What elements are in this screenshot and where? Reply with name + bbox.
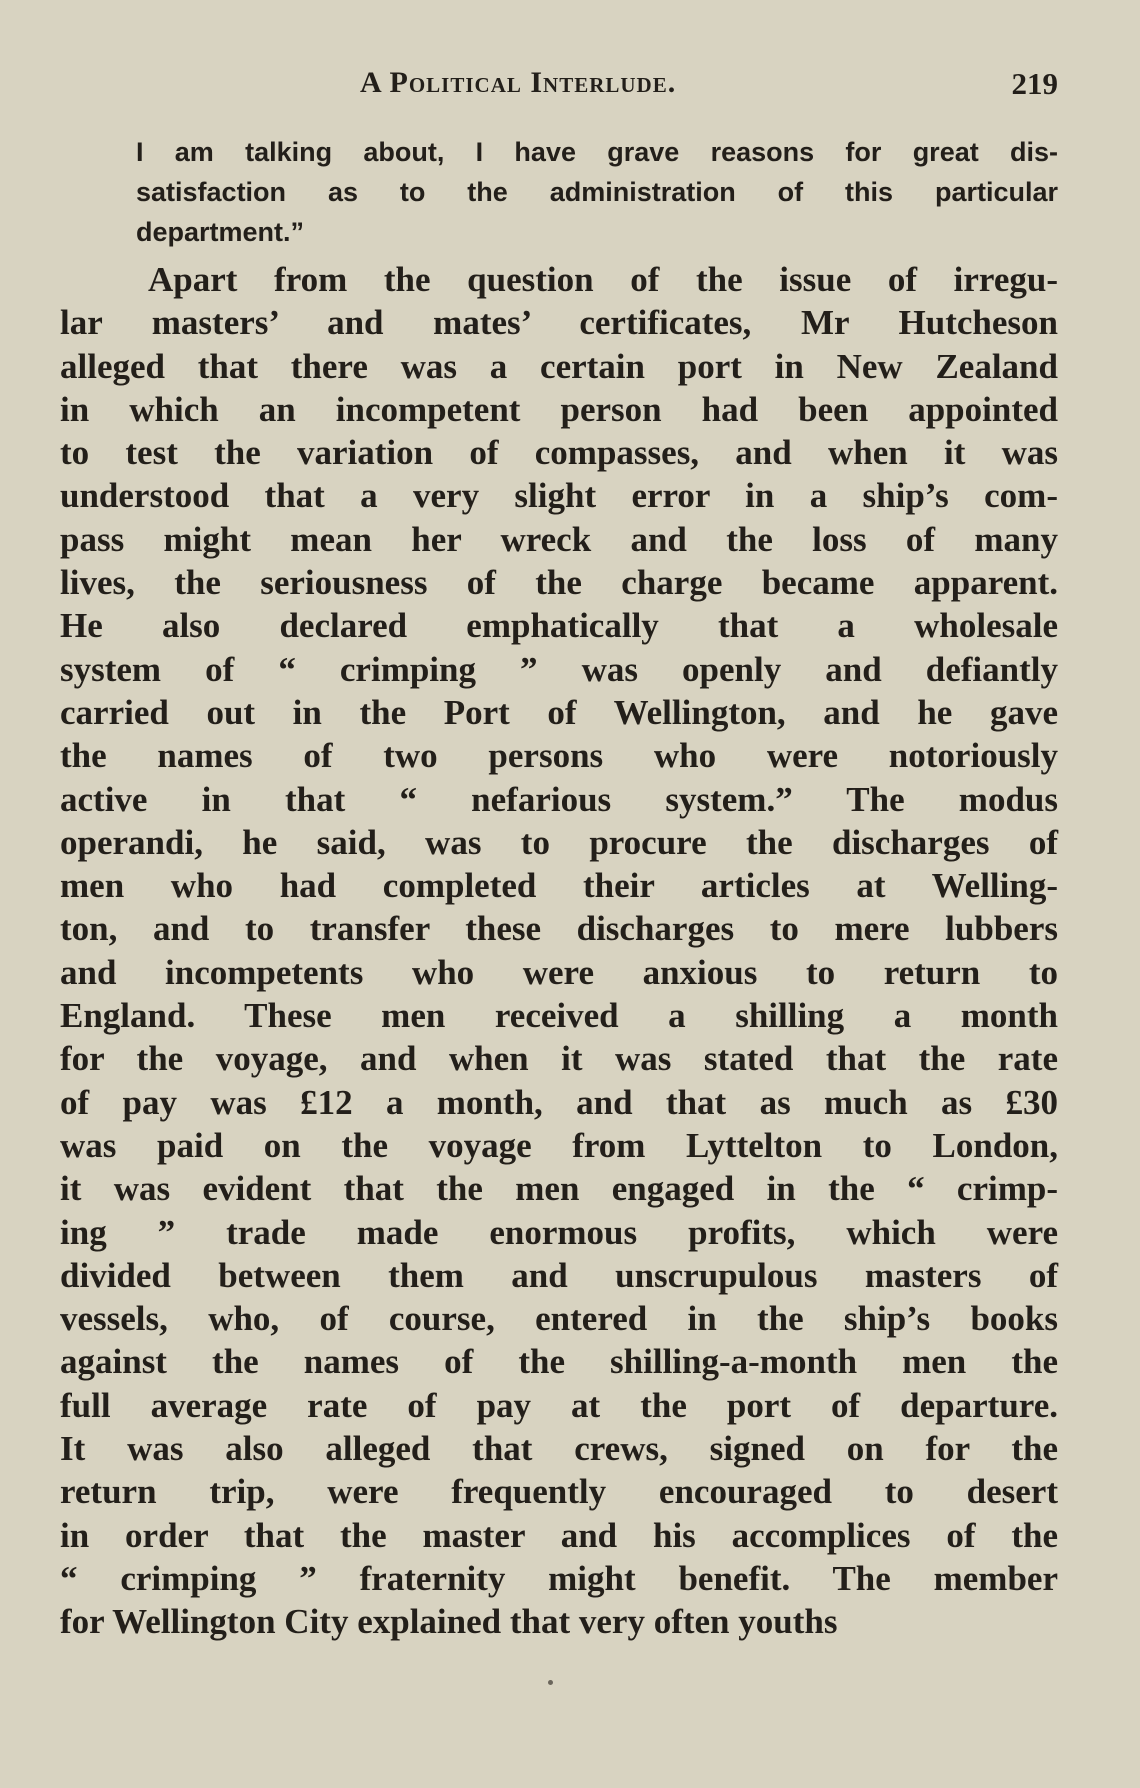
body-line: understood that a very slight error in a ship’s com- (60, 476, 1058, 516)
body-line: and incompetents who were anxious to return to (60, 952, 1058, 992)
body-line: full average rate of pay at the port of departure. (60, 1385, 1058, 1425)
body-line: in order that the master and his accomplices of the (60, 1515, 1058, 1555)
body-line: carried out in the Port of Wellington, and he gave (60, 692, 1058, 732)
body-line: divided between them and unscrupulous masters of (60, 1255, 1058, 1295)
body-line: alleged that there was a certain port in New Zealand (60, 346, 1058, 386)
body-line: against the names of the shilling-a-month men the (60, 1342, 1058, 1382)
body-line: to test the variation of compasses, and when it was (60, 433, 1058, 473)
body-line: for the voyage, and when it was stated that the rate (60, 1039, 1058, 1079)
quote-line: I am talking about, I have grave reasons for great dis- (136, 137, 1058, 167)
body-line: vessels, who, of course, entered in the ship’s books (60, 1299, 1058, 1339)
body-line: pass might mean her wreck and the loss of many (60, 519, 1058, 559)
body-line: return trip, were frequently encouraged to desert (60, 1472, 1058, 1512)
page-header (60, 66, 1058, 116)
body-line: ing ” trade made enormous profits, which were (60, 1212, 1058, 1252)
quote-line: satisfaction as to the administration of this particular (136, 177, 1058, 207)
running-title: A Political Interlude. (360, 66, 677, 99)
body-line: ton, and to transfer these discharges to mere lubbers (60, 909, 1058, 949)
body-line: in which an incompetent person had been appointed (60, 389, 1058, 429)
body-line: operandi, he said, was to procure the discharges of (60, 822, 1058, 862)
body-line: active in that “ nefarious system.” The modus (60, 779, 1058, 819)
body-line: of pay was £12 a month, and that as much as £30 (60, 1082, 1058, 1122)
page-number: 219 (1011, 66, 1058, 101)
quoted-passage (136, 132, 1058, 252)
body-line: It was also alleged that crews, signed on for the (60, 1429, 1058, 1469)
body-line: England. These men received a shilling a month (60, 996, 1058, 1036)
body-line: lives, the seriousness of the charge became apparent. (60, 563, 1058, 603)
body-paragraph (60, 258, 1058, 1644)
body-line: Apart from the question of the issue of irregu- (148, 260, 1058, 299)
body-line: it was evident that the men engaged in the “ crimp- (60, 1169, 1058, 1209)
body-line: for Wellington City explained that very often youths (60, 1602, 838, 1642)
body-line: lar masters’ and mates’ certificates, Mr Hutcheson (60, 303, 1058, 343)
body-line: system of “ crimping ” was openly and defiantly (60, 649, 1058, 689)
body-line: was paid on the voyage from Lyttelton to London, (60, 1125, 1058, 1165)
body-line: “ crimping ” fraternity might benefit. The member (60, 1558, 1058, 1598)
body-line: the names of two persons who were notoriously (60, 736, 1058, 776)
body-line: men who had completed their articles at Welling- (60, 866, 1058, 906)
paper-speck (548, 1680, 553, 1685)
quote-line: department.” (136, 217, 305, 247)
body-line: He also declared emphatically that a wholesale (60, 606, 1058, 646)
